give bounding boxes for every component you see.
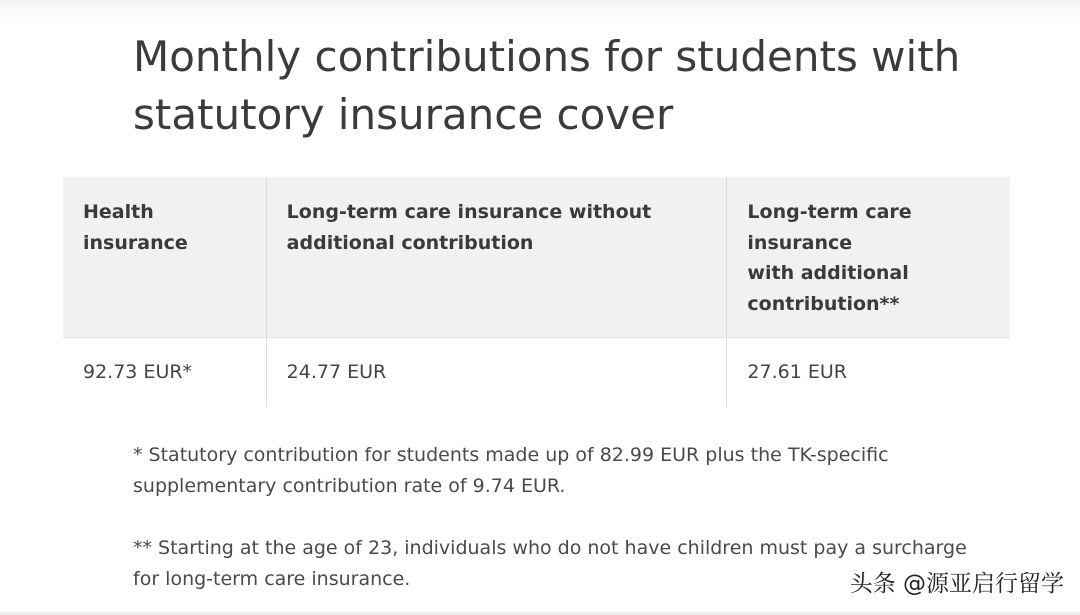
footnote-2: ** Starting at the age of 23, individuals who do not have children must pay a surcharge for long-term care insurance. [133,537,967,590]
table-header-row [63,177,1010,337]
watermark: 头条 @源亚启行留学 [849,571,1064,597]
cell-care-without-value: 24.77 EUR [266,337,727,407]
table-row [63,337,1010,407]
header-label: Health insurance [83,201,188,254]
page-title: Monthly contributions for students with statutory insurance cover [133,32,961,139]
footnote-1: * Statutory contribution for students made up of 82.99 EUR plus the TK-specific supplementary contribution rate of 9.74 EUR. [133,444,889,497]
cell-care-with-value: 27.61 EUR [727,337,1010,407]
header-label: Long-term care insurance without additional contribution [286,201,652,254]
table-divider [63,337,1010,338]
cell-health-insurance-value: 92.73 EUR* [83,361,193,383]
contributions-table [63,177,1010,407]
header-label: Long-term care insurance with additional contribution** [747,201,912,315]
header-care-with-additional [727,177,1010,337]
header-health-insurance [63,177,266,337]
top-shadow-strip [0,0,1080,22]
header-care-without-additional [266,177,727,337]
